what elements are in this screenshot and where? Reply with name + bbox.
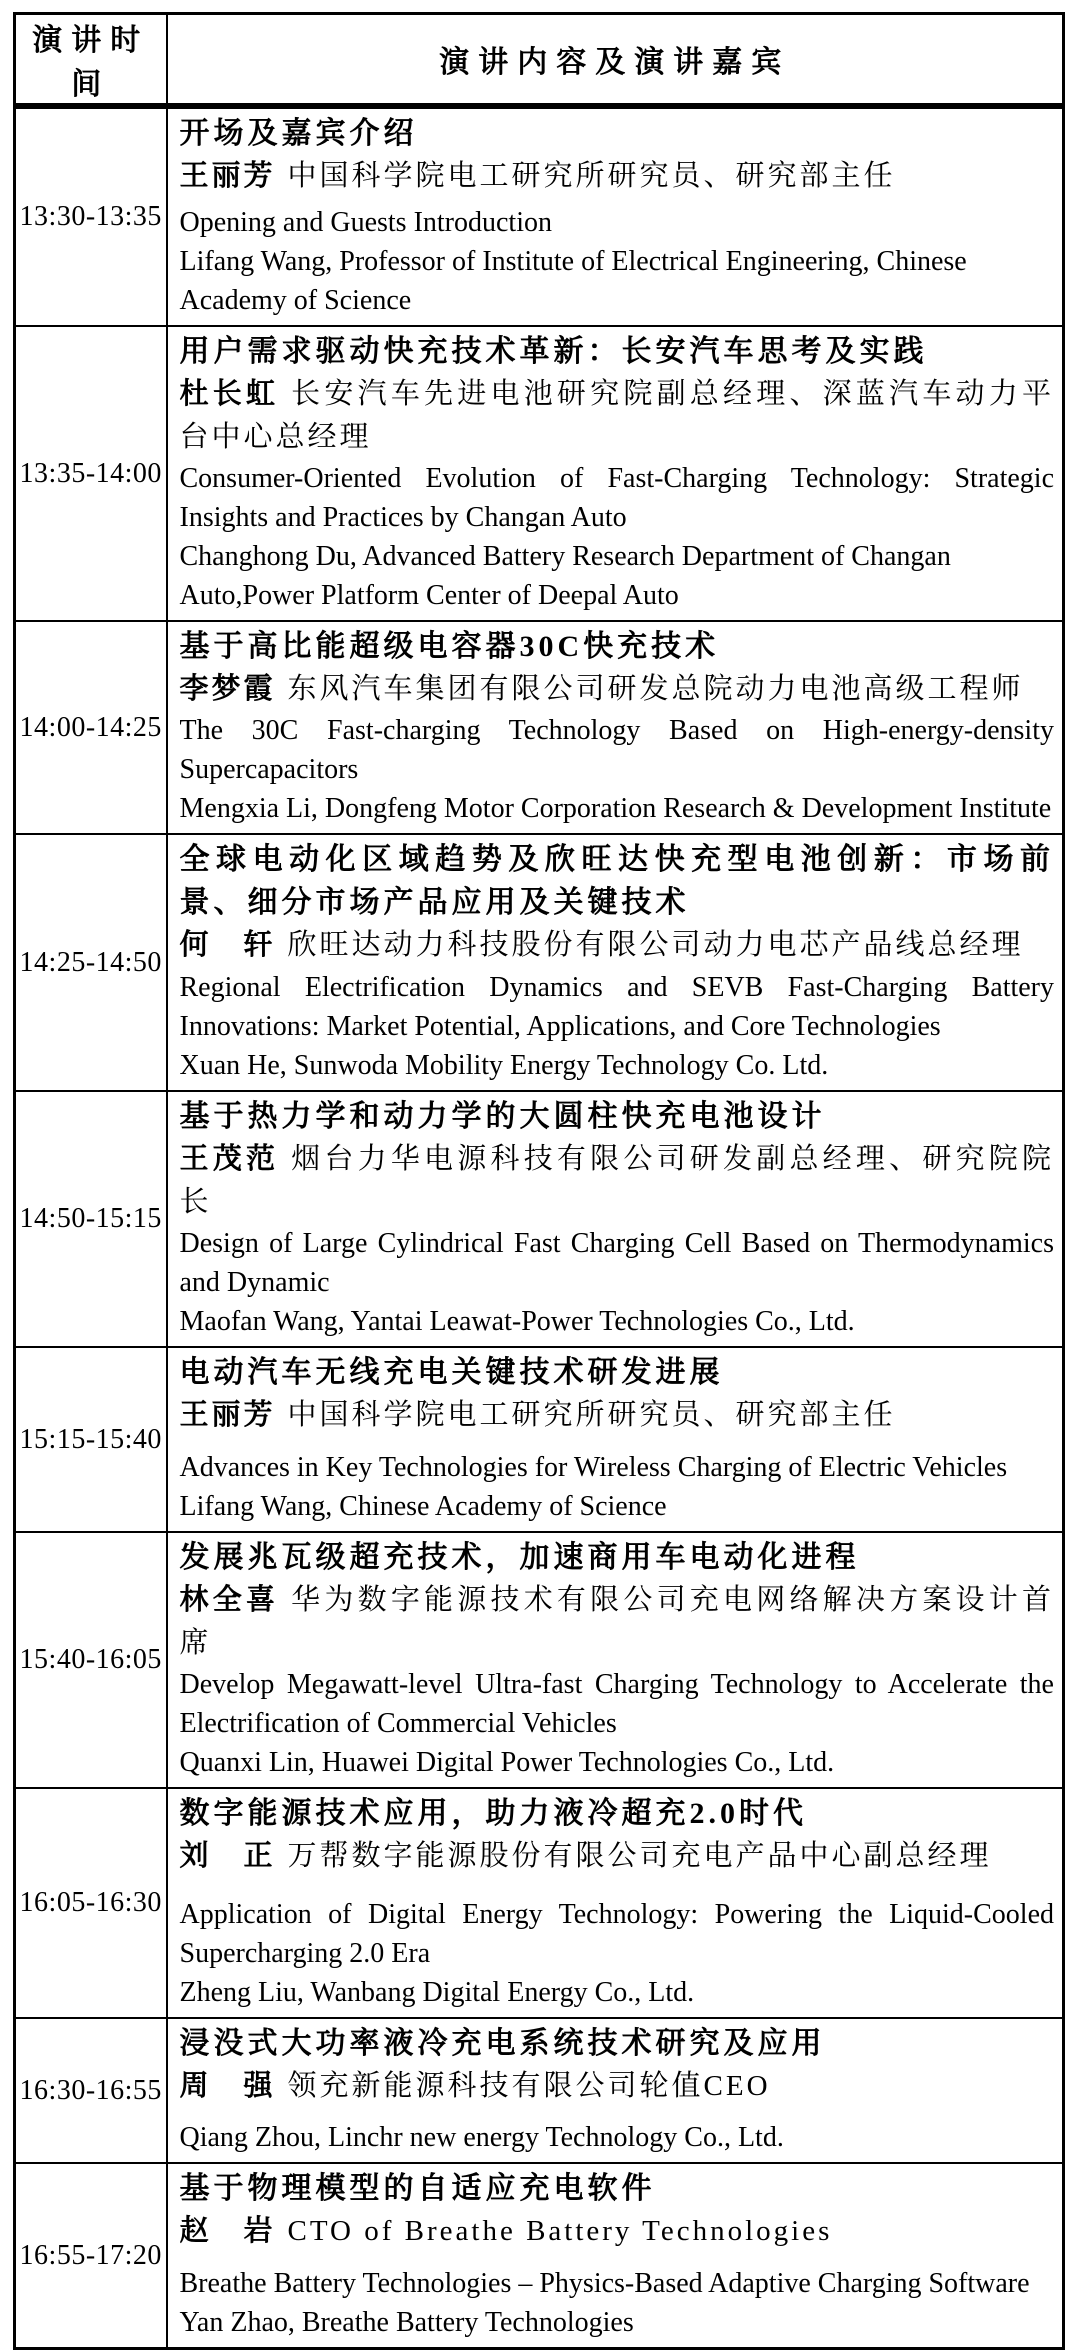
session-time: 16:30-16:55	[15, 2018, 167, 2163]
session-speaker-en: Lifang Wang, Chinese Academy of Science	[179, 1491, 667, 1522]
session-en-block	[180, 2264, 1055, 2342]
speaker-name-zh: 赵 岩	[179, 2215, 276, 2247]
session-speaker-zh	[180, 668, 1055, 711]
session-speaker-zh	[180, 373, 1055, 459]
session-content	[167, 2163, 1064, 2349]
session-zh-block	[180, 330, 1055, 459]
session-content	[167, 2018, 1064, 2163]
session-speaker-zh	[180, 1579, 1055, 1665]
agenda-table	[13, 12, 1065, 2350]
session-en-block	[180, 459, 1055, 615]
session-speaker-en: Maofan Wang, Yantai Leawat-Power Technologies Co., Ltd.	[179, 1306, 855, 1337]
session-title-en: Develop Megawatt-level Ultra-fast Charging Technology to Accelerate the Electrification of Commercial Vehicles	[179, 1669, 1054, 1739]
session-title-zh: 开场及嘉宾介绍	[179, 117, 418, 150]
session-title-en: Consumer-Oriented Evolution of Fast-Charging Technology: Strategic Insights and Practices by Changan Auto	[179, 463, 1054, 533]
session-speaker-en: Xuan He, Sunwoda Mobility Energy Technology Co. Ltd.	[179, 1050, 829, 1081]
session-title-zh: 基于高比能超级电容器30C快充技术	[179, 630, 720, 663]
session-title-en: Breathe Battery Technologies – Physics-Based Adaptive Charging Software	[179, 2268, 1030, 2299]
session-time: 14:25-14:50	[15, 834, 167, 1091]
speaker-affiliation-zh: 欣旺达动力科技股份有限公司动力电芯产品线总经理	[287, 929, 1024, 961]
session-row	[15, 2018, 1064, 2163]
session-content	[167, 1788, 1064, 2018]
session-time: 14:50-15:15	[15, 1091, 167, 1347]
session-row	[15, 1347, 1064, 1532]
speaker-affiliation-zh: 烟台力华电源科技有限公司研发副总经理、研究院院长	[179, 1143, 1054, 1218]
session-content	[167, 1091, 1064, 1347]
session-row	[15, 1091, 1064, 1347]
speaker-name-zh: 何 轩	[179, 929, 276, 961]
session-zh-block	[180, 625, 1055, 711]
speaker-name-zh: 王茂范	[179, 1143, 280, 1175]
speaker-affiliation-zh: 领充新能源科技有限公司轮值CEO	[287, 2070, 771, 2102]
session-en-block	[180, 1665, 1055, 1782]
session-title-en: Advances in Key Technologies for Wireless Charging of Electric Vehicles	[179, 1452, 1008, 1483]
session-zh-block	[180, 2022, 1055, 2108]
session-zh-block	[180, 1536, 1055, 1665]
session-title-zh: 基于热力学和动力学的大圆柱快充电池设计	[179, 1100, 826, 1133]
session-en-block	[180, 1224, 1055, 1341]
speaker-name-zh: 李梦霞	[179, 673, 276, 705]
session-content	[167, 621, 1064, 834]
session-speaker-en: Quanxi Lin, Huawei Digital Power Technologies Co., Ltd.	[179, 1747, 835, 1778]
speaker-affiliation-zh: 中国科学院电工研究所研究员、研究部主任	[287, 1399, 896, 1431]
speaker-name-zh: 王丽芳	[179, 160, 276, 192]
session-en-block	[180, 2118, 1055, 2157]
session-title-zh: 用户需求驱动快充技术革新：长安汽车思考及实践	[179, 335, 928, 368]
session-en-block	[180, 1448, 1055, 1526]
speaker-affiliation-zh: 长安汽车先进电池研究院副总经理、深蓝汽车动力平台中心总经理	[179, 378, 1054, 453]
session-time: 16:05-16:30	[15, 1788, 167, 2018]
session-speaker-zh	[180, 2210, 1055, 2253]
session-speaker-zh	[180, 2065, 1055, 2108]
session-row	[15, 106, 1064, 326]
session-title-en: The 30C Fast-charging Technology Based on High-energy-density Supercapacitors	[179, 715, 1054, 785]
session-row	[15, 1788, 1064, 2018]
speaker-affiliation-zh: 万帮数字能源股份有限公司充电产品中心副总经理	[287, 1840, 992, 1872]
speaker-name-zh: 周 强	[179, 2070, 276, 2102]
speaker-name-zh: 林全喜	[179, 1584, 280, 1616]
session-zh-block	[180, 1095, 1055, 1224]
session-speaker-en: Mengxia Li, Dongfeng Motor Corporation Research & Development Institute	[179, 793, 1052, 824]
session-content	[167, 326, 1064, 621]
session-speaker-en: Yan Zhao, Breathe Battery Technologies	[179, 2307, 634, 2338]
session-time: 14:00-14:25	[15, 621, 167, 834]
session-time: 13:30-13:35	[15, 106, 167, 326]
speaker-affiliation-zh: 华为数字能源技术有限公司充电网络解决方案设计首席	[179, 1584, 1054, 1659]
session-title-en: Application of Digital Energy Technology: Powering the Liquid-Cooled Supercharging 2.0 Era	[179, 1899, 1054, 1969]
session-content	[167, 1532, 1064, 1788]
session-time: 16:55-17:20	[15, 2163, 167, 2349]
session-row	[15, 2163, 1064, 2349]
speaker-affiliation-zh: CTO of Breathe Battery Technologies	[287, 2215, 833, 2247]
column-header-time: 演讲时间	[15, 14, 167, 107]
speaker-name-zh: 杜长虹	[179, 378, 280, 410]
header-row	[15, 14, 1064, 107]
session-speaker-en: Changhong Du, Advanced Battery Research Department of Changan Auto,Power Platform Center of Deepal Auto	[179, 541, 951, 611]
session-en-block	[180, 1895, 1055, 2012]
session-title-zh: 全球电动化区域趋势及欣旺达快充型电池创新：市场前景、细分市场产品应用及关键技术	[179, 843, 1054, 919]
session-row	[15, 326, 1064, 621]
session-speaker-zh	[180, 924, 1055, 967]
session-title-zh: 数字能源技术应用，助力液冷超充2.0时代	[179, 1797, 807, 1830]
session-en-block	[180, 968, 1055, 1085]
session-speaker-en: Zheng Liu, Wanbang Digital Energy Co., Ltd.	[179, 1977, 695, 2008]
session-zh-block	[180, 1351, 1055, 1437]
session-content	[167, 106, 1064, 326]
session-title-zh: 发展兆瓦级超充技术，加速商用车电动化进程	[179, 1541, 860, 1574]
speaker-affiliation-zh: 中国科学院电工研究所研究员、研究部主任	[287, 160, 896, 192]
session-speaker-zh	[180, 155, 1055, 198]
session-row	[15, 834, 1064, 1091]
session-speaker-zh	[180, 1138, 1055, 1224]
session-en-block	[180, 711, 1055, 828]
speaker-affiliation-zh: 东风汽车集团有限公司研发总院动力电池高级工程师	[287, 673, 1024, 705]
session-speaker-zh	[180, 1394, 1055, 1437]
speaker-name-zh: 王丽芳	[179, 1399, 276, 1431]
session-zh-block	[180, 838, 1055, 967]
session-zh-block	[180, 112, 1055, 198]
session-content	[167, 834, 1064, 1091]
session-time: 15:40-16:05	[15, 1532, 167, 1788]
session-content	[167, 1347, 1064, 1532]
session-speaker-en: Lifang Wang, Professor of Institute of Electrical Engineering, Chinese Academy of Science	[179, 246, 967, 316]
column-header-content: 演讲内容及演讲嘉宾	[167, 14, 1064, 107]
session-time: 15:15-15:40	[15, 1347, 167, 1532]
session-title-zh: 浸没式大功率液冷充电系统技术研究及应用	[179, 2027, 826, 2060]
session-title-en: Regional Electrification Dynamics and SEVB Fast-Charging Battery Innovations: Market Potential, Applications, and Core Technologies	[179, 972, 1054, 1042]
speaker-name-zh: 刘 正	[179, 1840, 276, 1872]
session-title-en: Opening and Guests Introduction	[179, 207, 552, 238]
session-speaker-zh	[180, 1835, 1055, 1878]
session-title-en: Design of Large Cylindrical Fast Charging Cell Based on Thermodynamics and Dynamic	[179, 1228, 1054, 1298]
session-en-block	[180, 203, 1055, 320]
session-title-zh: 电动汽车无线充电关键技术研发进展	[179, 1356, 724, 1389]
session-zh-block	[180, 2167, 1055, 2253]
session-title-zh: 基于物理模型的自适应充电软件	[179, 2172, 656, 2205]
session-speaker-en: Qiang Zhou, Linchr new energy Technology Co., Ltd.	[179, 2122, 784, 2153]
session-row	[15, 1532, 1064, 1788]
session-time: 13:35-14:00	[15, 326, 167, 621]
session-row	[15, 621, 1064, 834]
session-zh-block	[180, 1792, 1055, 1878]
